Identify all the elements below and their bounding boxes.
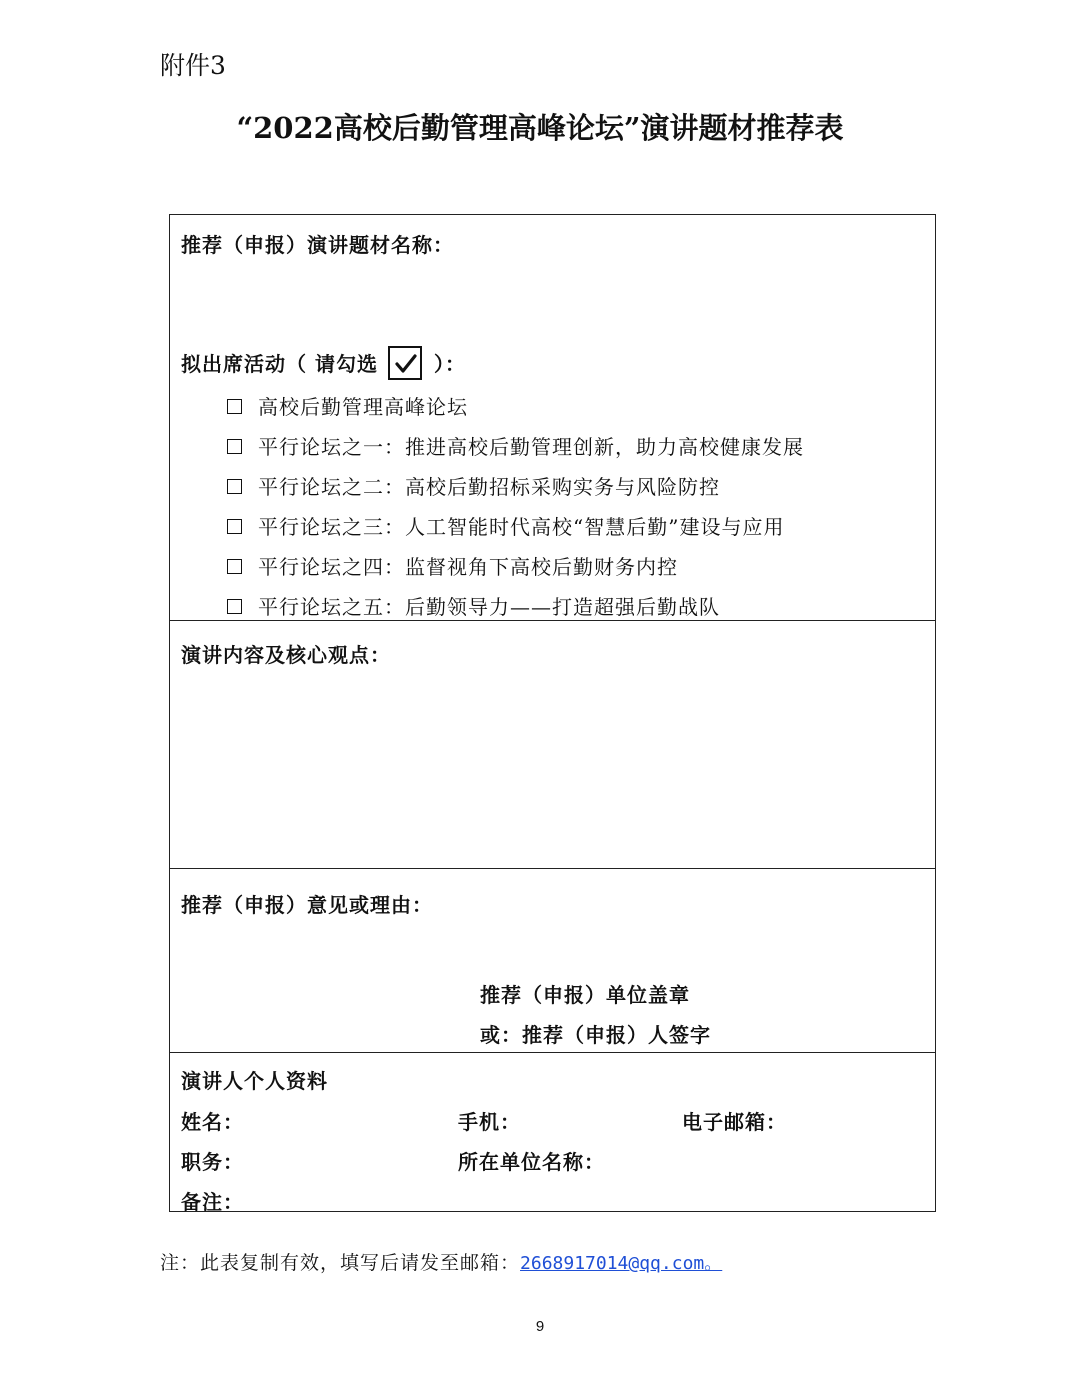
profile-section bbox=[170, 1052, 935, 1213]
recommendation-form bbox=[169, 214, 936, 1212]
position-label: 职务： bbox=[181, 1150, 244, 1174]
checkbox-icon[interactable] bbox=[227, 559, 242, 574]
option-label: 平行论坛之二：高校后勤招标采购实务与风险防控 bbox=[258, 475, 720, 499]
option-item[interactable] bbox=[227, 471, 720, 500]
checkmark-icon bbox=[388, 346, 422, 380]
checkbox-icon[interactable] bbox=[227, 439, 242, 454]
option-label: 平行论坛之五：后勤领导力——打造超强后勤战队 bbox=[258, 595, 720, 619]
org-label: 所在单位名称： bbox=[458, 1150, 605, 1174]
option-item[interactable] bbox=[227, 391, 468, 420]
option-item[interactable] bbox=[227, 511, 784, 540]
option-label: 平行论坛之三：人工智能时代高校“智慧后勤”建设与应用 bbox=[258, 515, 785, 539]
footnote-text: 注：此表复制有效，填写后请发至邮箱： bbox=[160, 1252, 521, 1274]
activity-suffix: ）： bbox=[433, 352, 466, 376]
activity-prefix: 拟出席活动（ 请勾选 bbox=[181, 352, 378, 376]
name-label: 姓名： bbox=[181, 1110, 244, 1134]
sign-line: 或：推荐（申报）人签字 bbox=[480, 1023, 711, 1047]
checkbox-icon[interactable] bbox=[227, 519, 242, 534]
page-number: 9 bbox=[535, 1318, 545, 1335]
activity-line bbox=[181, 348, 466, 383]
option-label: 平行论坛之一：推进高校后勤管理创新，助力高校健康发展 bbox=[258, 435, 804, 459]
email-link[interactable]: 2668917014@qq.com。 bbox=[520, 1253, 723, 1274]
content-section bbox=[170, 620, 935, 868]
topic-section bbox=[170, 215, 935, 620]
document-title: “2022高校后勤管理高峰论坛”演讲题材推荐表 bbox=[236, 111, 844, 145]
topic-label: 推荐（申报）演讲题材名称： bbox=[181, 233, 454, 257]
checkbox-icon[interactable] bbox=[227, 479, 242, 494]
phone-label: 手机： bbox=[458, 1110, 521, 1134]
opinion-section bbox=[170, 868, 935, 1052]
seal-line: 推荐（申报）单位盖章 bbox=[480, 983, 690, 1007]
option-label: 高校后勤管理高峰论坛 bbox=[258, 395, 468, 419]
attachment-label: 附件3 bbox=[160, 51, 226, 80]
opinion-label: 推荐（申报）意见或理由： bbox=[181, 893, 433, 917]
profile-title: 演讲人个人资料 bbox=[181, 1069, 328, 1093]
option-label: 平行论坛之四：监督视角下高校后勤财务内控 bbox=[258, 555, 678, 579]
email-label: 电子邮箱： bbox=[682, 1110, 787, 1134]
checkbox-icon[interactable] bbox=[227, 599, 242, 614]
checkbox-icon[interactable] bbox=[227, 399, 242, 414]
content-label: 演讲内容及核心观点： bbox=[181, 643, 391, 667]
option-item[interactable] bbox=[227, 431, 804, 460]
option-item[interactable] bbox=[227, 591, 720, 620]
option-item[interactable] bbox=[227, 551, 678, 580]
remark-label: 备注： bbox=[181, 1190, 244, 1214]
footnote bbox=[160, 1248, 722, 1275]
